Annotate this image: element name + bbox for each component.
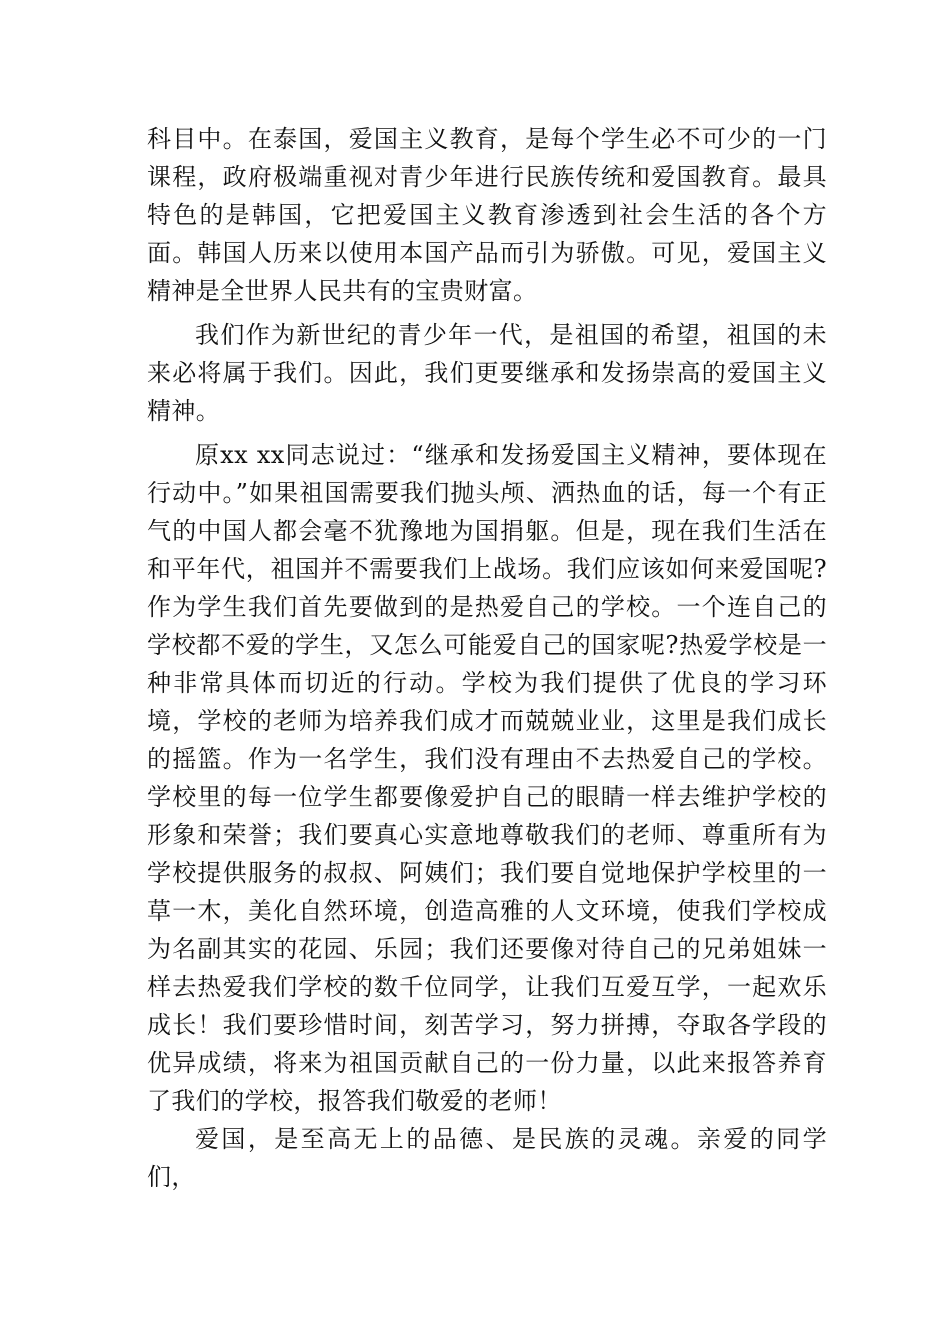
body-text: [147, 120, 827, 1196]
paragraph-3: 原xx xx同志说过：“继承和发扬爱国主义精神，要体现在行动中。”如果祖国需要我们抛头颅、洒热血的话，每一个有正气的中国人都会毫不犹豫地为国捐躯。但是，现在我们生活在和平年代，祖国并不需要我们上战场。我们应该如何来爱国呢?作为学生我们首先要做到的是热爱自己的学校。一个连自己的学校都不爱的学生，又怎么可能爱自己的国家呢?热爱学校是一种非常具体而切近的行动。学校为我们提供了优良的学习环境，学校的老师为培养我们成才而兢兢业业，这里是我们成长的摇篮。作为一名学生，我们没有理由不去热爱自己的学校。学校里的每一位学生都要像爱护自己的眼睛一样去维护学校的形象和荣誉；我们要真心实意地尊敬我们的老师、尊重所有为学校提供服务的叔叔、阿姨们；我们要自觉地保护学校里的一草一木，美化自然环境，创造高雅的人文环境，使我们学校成为名副其实的花园、乐园；我们还要像对待自己的兄弟姐妹一样去热爱我们学校的数千位同学，让我们互爱互学，一起欢乐成长！我们要珍惜时间，刻苦学习，努力拼搏，夺取各学段的优异成绩，将来为祖国贡献自己的一份力量，以此来报答养育了我们的学校，报答我们敬爱的老师！: [147, 441, 827, 1115]
paragraph-2: 我们作为新世纪的青少年一代，是祖国的希望，祖国的未来必将属于我们。因此，我们更要继承和发扬崇高的爱国主义精神。: [147, 321, 827, 425]
paragraph-4: 爱国，是至高无上的品德、是民族的灵魂。亲爱的同学们，: [147, 1125, 827, 1191]
paragraph-1: 科目中。在泰国，爱国主义教育，是每个学生必不可少的一门课程，政府极端重视对青少年进行民族传统和爱国教育。最具特色的是韩国，它把爱国主义教育渗透到社会生活的各个方面。韩国人历来以使用本国产品而引为骄傲。可见，爱国主义精神是全世界人民共有的宝贵财富。: [147, 125, 827, 305]
